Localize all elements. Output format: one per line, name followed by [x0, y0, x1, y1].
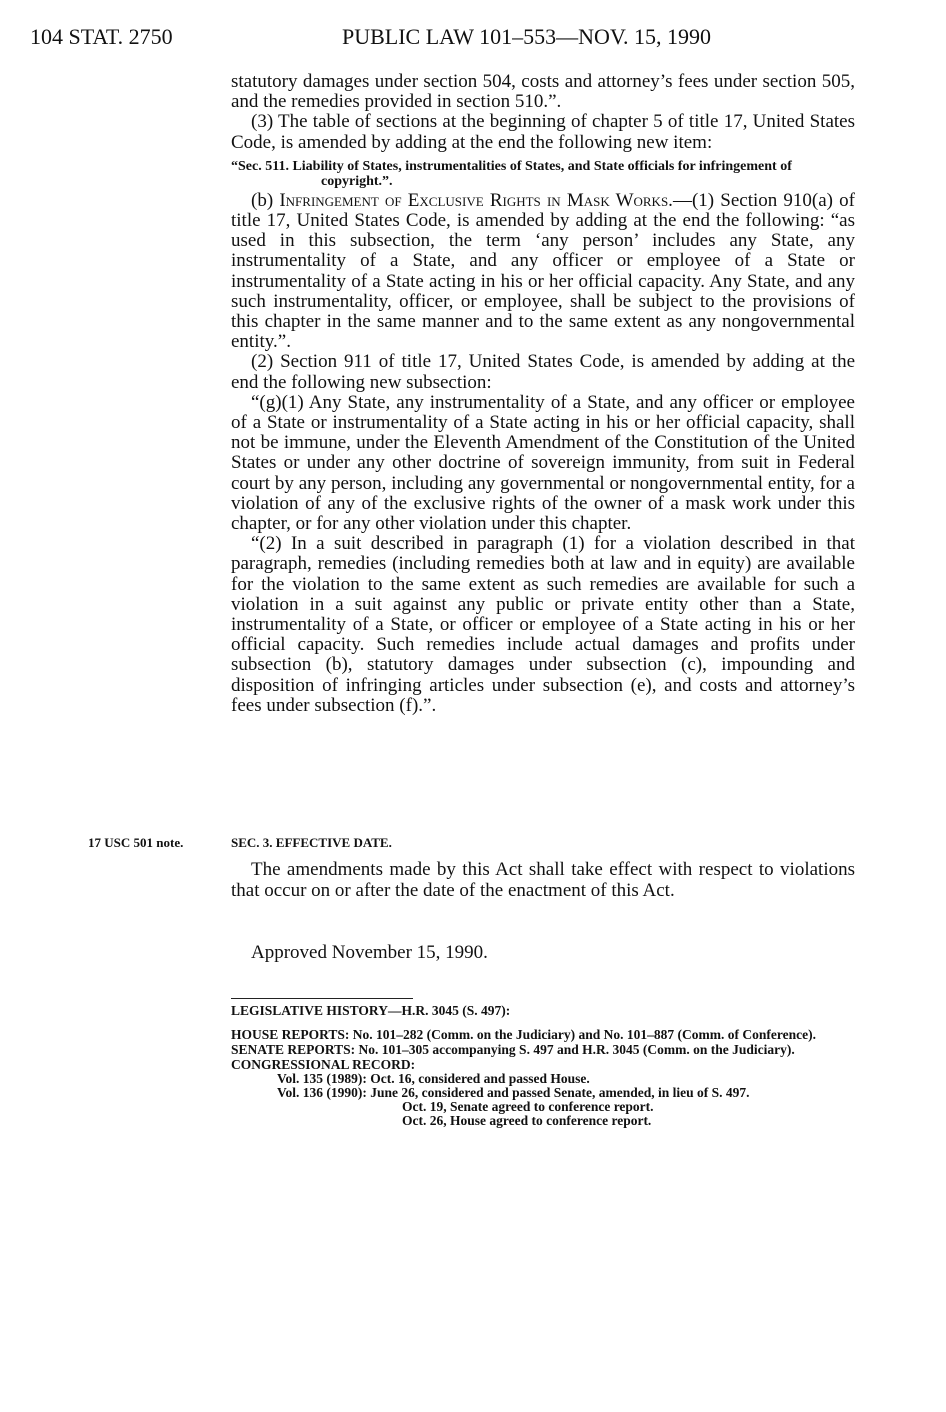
senate-reports: SENATE REPORTS: No. 101–305 accompanying S. 497 and H.R. 3045 (Comm. on the Judiciary).: [231, 1042, 795, 1057]
record-oct-26: Oct. 26, House agreed to conference report.: [402, 1113, 652, 1128]
legislative-history: [231, 1004, 855, 1128]
record-vol-135: Vol. 135 (1989): Oct. 16, considered and passed House.: [277, 1071, 590, 1086]
page-stat-citation: 104 STAT. 2750: [30, 24, 173, 49]
history-title: LEGISLATIVE HISTORY—H.R. 3045 (S. 497):: [231, 1003, 511, 1018]
statute-body: [231, 72, 855, 716]
paragraph-section-911: (2) Section 911 of title 17, United States Code, is amended by adding at the end the following new subsection:: [231, 351, 855, 393]
subsection-label: (b): [251, 189, 274, 211]
congressional-record-label: CONGRESSIONAL RECORD:: [231, 1057, 416, 1072]
subsection-heading: Infringement of Exclusive Rights in Mask Works.: [279, 189, 673, 211]
paragraph-2-remedies: “(2) In a suit described in paragraph (1) for a violation described in that paragraph, remedies (including remedies both at law and in equity) are available for the violation to the same extent as such remedies are available for such a violation in a suit against any public or private entity other than a State, instrumentality of a State, or officer or employee of a State acting in his or her official capacity. Such remedies include actual damages and profits under subsection (b), statutory damages under subsection (c), impounding and disposition of infringing articles under subsection (e), and costs and attorney’s fees under subsection (f).”.: [231, 533, 855, 716]
house-reports: HOUSE REPORTS: No. 101–282 (Comm. on the Judiciary) and No. 101–887 (Comm. of Conference).: [231, 1027, 817, 1042]
paragraph-continuation: statutory damages under section 504, costs and attorney’s fees under section 505, and the remedies provided in section 510.”.: [231, 71, 855, 113]
new-section-item: “Sec. 511. Liability of States, instrumentalities of States, and State officials for infringement of copyright.”.: [231, 158, 792, 189]
section-heading: SEC. 3. EFFECTIVE DATE.: [231, 835, 392, 850]
record-vol-136: Vol. 136 (1990): June 26, considered and passed Senate, amended, in lieu of S. 497.: [277, 1085, 750, 1100]
effective-date-section: [231, 860, 855, 901]
paragraph-g1: “(g)(1) Any State, any instrumentality of a State, and any officer or employee of a State or instrumentality of a State acting in his or her official capacity, shall not be immune, under the Eleventh Amendment of the Constitution of the United States or under any other doctrine of sovereign immunity, from suit in Federal court by any person, including any governmental or nongovernmental entity, for a violation of any of the exclusive rights of the owner of a mask work under this chapter, or for any other violation under this chapter.: [231, 391, 855, 535]
record-oct-19: Oct. 19, Senate agreed to conference report.: [402, 1099, 654, 1114]
subsection-text: —(1) Section 910(a) of title 17, United States Code, is amended by adding at the end the following: “as used in this subsection, the term ‘any person’ includes any State, any instrumentality of a State, and any officer or employee of a State or instrumentality of a State acting in his or her official capacity. Any State, and any such instrumentality, officer, or employee, shall be subject to the provisions of this chapter in the same manner and to the same extent as any nongovernmental entity.”.: [231, 189, 856, 353]
divider-rule: [231, 998, 413, 999]
margin-note: 17 USC 501 note.: [88, 835, 184, 850]
paragraph-mask-works: [231, 191, 855, 353]
approval-date: Approved November 15, 1990.: [251, 942, 488, 963]
paragraph-table-of-sections: (3) The table of sections at the beginning of chapter 5 of title 17, United States Code, is amended by adding at the end the following new item:: [231, 111, 855, 153]
effective-date-text: The amendments made by this Act shall take effect with respect to violations that occur on or after the date of the enactment of this Act.: [231, 859, 855, 901]
page-running-head: PUBLIC LAW 101–553—NOV. 15, 1990: [342, 24, 711, 49]
